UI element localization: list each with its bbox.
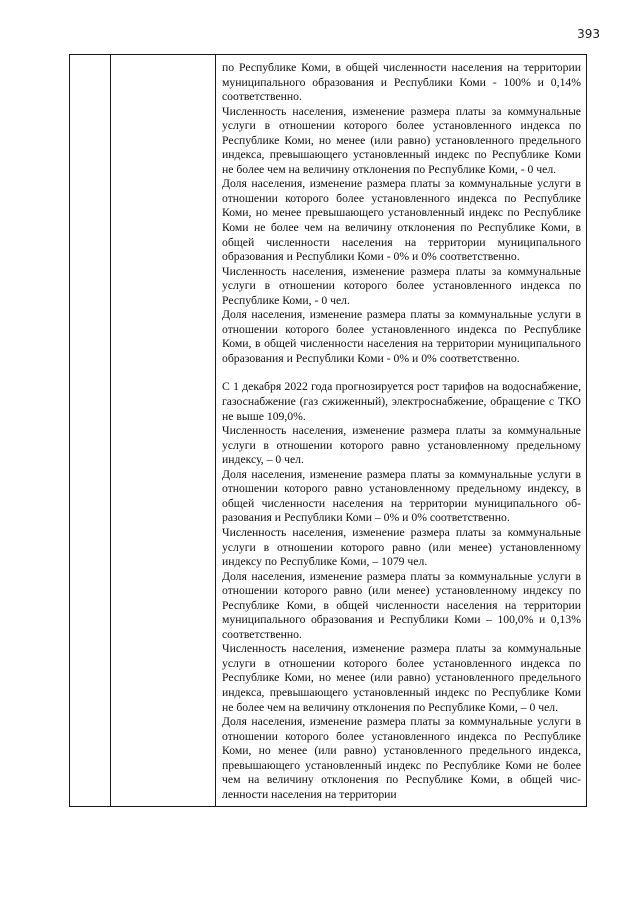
paragraph: Численность населения, изменение размера платы за коммунальные услуги в отношении которого более установленного индекса по Республике Коми, но менее (или равно) установленного предельного индекса, превышающего установленный индекс по Республике Коми не более чем на величину отклонения по Республике Коми, - 0 чел. bbox=[222, 104, 581, 176]
table-cell-empty bbox=[70, 55, 111, 807]
paragraph: Доля населения, изменение размера платы за коммунальные услуги в отношении которого равно (или менее) установленному индексу по Республике Коми, в общей численности населения на территории муниципального образования и Республики Коми – 100,0% и 0,13% соответственно. bbox=[222, 569, 581, 641]
table-cell-empty bbox=[111, 55, 216, 807]
paragraph: Численность населения, изменение размера платы за коммунальные услуги в отношении которого более установленного индекса по Республике Коми, но менее (или равно) установленного предельного индекса, превышающего установленный индекс по Республике Коми не более чем на величину отклонения по Республике Коми, – 0 чел. bbox=[222, 642, 581, 714]
paragraph: Численность населения, изменение размера платы за коммунальные услуги в отношении которого равно (или менее) установленному индексу по Республике Коми, – 1079 чел. bbox=[222, 525, 581, 569]
paragraph: Численность населения, изменение размера платы за коммунальные услуги в отношении которого равно установленному предельному индексу, – 0 чел. bbox=[222, 424, 581, 467]
paragraph: Доля населения, изменение размера платы за коммунальные услуги в отношении которого равно установленному предельному индексу, в общей численности населения на территории муниципального образования и Республики Коми – 0% и 0% соответственно. bbox=[222, 467, 581, 525]
document-table bbox=[69, 54, 587, 807]
paragraph: С 1 декабря 2022 года прогнозируется рост тарифов на водоснабжение, газоснабжение (газ сжиженный), электроснабжение, обращение с ТКО не выше 109,0%. bbox=[222, 380, 581, 423]
table-row bbox=[70, 55, 587, 807]
paragraph: Доля населения, изменение размера платы за коммунальные услуги в отношении которого более установленного индекса по Республике Коми, но менее (или равно) установленного предельного индекса, превышающего установленный индекс по Республике Коми не более чем на величину отклонения по Республике Коми, в общей численности населения на территории bbox=[222, 715, 581, 801]
paragraph-gap bbox=[222, 366, 581, 380]
paragraph: Доля населения, изменение размера платы за коммунальные услуги в отношении которого более установленного индекса по Республике Коми, в общей численности населения на территории муниципального образования и Республики Коми - 0% и 0% соответственно. bbox=[222, 308, 581, 365]
paragraph: Численность населения, изменение размера платы за коммунальные услуги в отношении которого более установленного индекса по Республике Коми, - 0 чел. bbox=[222, 264, 581, 307]
page-number: 393 bbox=[577, 27, 600, 41]
table-cell-text bbox=[216, 55, 587, 807]
paragraph: Доля населения, изменение размера платы за коммунальные услуги в отношении которого более установленного индекса по Республике Коми, но менее превышающего установленный индекс по Республике Коми не более чем на величину отклонения по Республике Коми, в общей численности населения на территории муниципального образования и Республики Коми - 0% и 0% соответственно. bbox=[222, 177, 581, 264]
paragraph: по Республике Коми, в общей численности населения на территории муниципального образования и Республики Коми - 100% и 0,14% соответственно. bbox=[222, 61, 581, 104]
